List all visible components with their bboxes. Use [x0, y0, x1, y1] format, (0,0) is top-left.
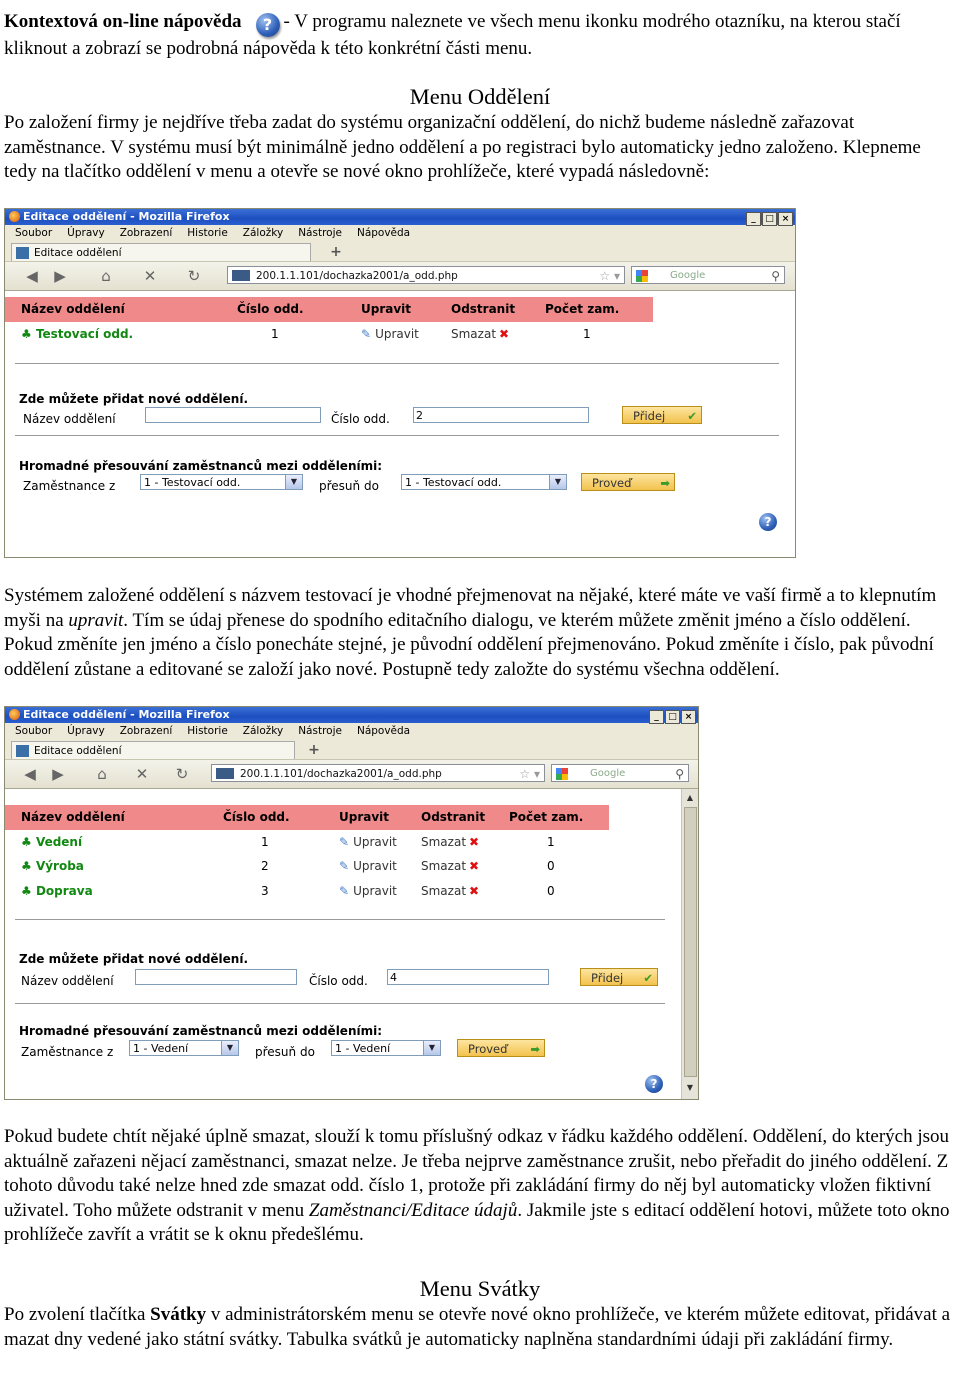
window-title: Editace oddělení - Mozilla Firefox — [23, 708, 230, 721]
name-label: Název oddělení — [23, 412, 116, 426]
edit-link[interactable]: Upravit — [353, 834, 397, 849]
to-select-value: 1 - Vedení — [335, 1042, 391, 1055]
edit-link[interactable]: Upravit — [353, 859, 397, 873]
dropdown-arrow-icon[interactable]: ▼ — [423, 1041, 440, 1055]
maximize-button[interactable]: □ — [665, 710, 680, 724]
from-select-value: 1 - Vedení — [133, 1042, 189, 1055]
reload-icon[interactable]: ↻ — [187, 267, 201, 285]
back-icon[interactable]: ◀ — [26, 267, 38, 285]
menu-item[interactable]: Záložky — [242, 227, 284, 239]
intro-text: - V programu naleznete ve všech menu ikonku modrého otazníku, na kterou stačí kliknout a zobrazí se podrobná nápověda k této konkrétní části menu. — [4, 11, 901, 59]
search-box[interactable] — [631, 266, 785, 284]
reload-icon[interactable]: ↻ — [175, 765, 189, 783]
browser-menubar — [5, 225, 795, 241]
department-number-input[interactable]: 2 — [413, 407, 589, 423]
menu-item[interactable]: Nápověda — [356, 227, 411, 239]
edit-emphasis: upravit — [68, 609, 124, 631]
table-row — [5, 830, 609, 855]
delete-icon[interactable]: ✖ — [469, 834, 480, 849]
forward-icon[interactable]: ▶ — [54, 267, 66, 285]
minimize-button[interactable]: _ — [746, 212, 761, 226]
menu-item[interactable]: Historie — [187, 725, 228, 737]
departments-table — [5, 297, 653, 346]
employee-count: 0 — [547, 883, 555, 898]
department-name: ♣ Výroba — [21, 859, 84, 873]
search-icon[interactable]: ⚲ — [771, 269, 780, 283]
arrow-right-icon: ➡ — [660, 476, 670, 490]
search-placeholder: Google — [590, 768, 626, 779]
help-icon[interactable]: ? — [256, 13, 280, 37]
from-label: Zaměstnance z — [21, 1045, 114, 1059]
execute-button[interactable] — [457, 1039, 545, 1057]
firefox-icon — [9, 211, 20, 222]
delete-link[interactable]: Smazat — [421, 883, 467, 898]
tab-edit-departments[interactable] — [11, 243, 311, 261]
col-header: Odstranit — [435, 297, 529, 322]
add-section-title: Zde můžete přidat nové oddělení. — [19, 952, 249, 966]
department-name: ♣ Vedení — [21, 834, 83, 849]
intro-title: Kontextová on-line nápověda — [4, 11, 242, 32]
divider — [15, 1003, 665, 1004]
execute-button-label: Proveď — [468, 1042, 508, 1056]
page-content — [5, 291, 795, 557]
employee-count: 1 — [547, 834, 555, 849]
delete-icon[interactable]: ✖ — [499, 326, 510, 341]
scroll-down-icon[interactable]: ▼ — [686, 1083, 694, 1092]
checkmark-icon: ✔ — [687, 409, 697, 423]
menu-item[interactable]: Historie — [187, 227, 228, 239]
rename-instructions: Systémem založené oddělení s názvem testovací je vhodné přejmenovat na nějaké, které máte ve vaší firmě a to klepnutím myši na upravit. Tím se údaj přenese do spodního editačního dialogu, ve kterém můžete změnit jméno a číslo oddělení. Pokud změníte jen jméno a číslo ponecháte stejné, je původní oddělení přejmenováno. Pokud změníte i číslo, pak původní oddělení zůstane a editované se založí jako nové. Postupně tedy založte do systému všechna oddělení. — [4, 585, 937, 680]
from-select-value: 1 - Testovací odd. — [144, 476, 241, 489]
edit-icon: ✎ — [339, 859, 350, 873]
departments-table — [5, 805, 609, 903]
add-button[interactable] — [622, 406, 702, 424]
tab-label: Editace oddělení — [34, 745, 122, 757]
delete-link[interactable]: Smazat — [451, 326, 497, 341]
bookmark-star-icon[interactable]: ☆ ▾ — [519, 767, 540, 781]
minimize-button[interactable]: _ — [649, 710, 664, 724]
window-title: Editace oddělení - Mozilla Firefox — [23, 210, 230, 223]
execute-button[interactable] — [581, 473, 675, 491]
close-button[interactable]: × — [681, 710, 696, 724]
search-box[interactable] — [551, 764, 689, 782]
tab-edit-departments[interactable] — [11, 741, 295, 759]
to-label: přesuň do — [319, 479, 379, 493]
help-icon[interactable]: ? — [645, 1075, 663, 1093]
department-number-input[interactable]: 4 — [387, 969, 549, 985]
navigation-toolbar — [5, 759, 698, 789]
from-department-select[interactable] — [140, 474, 303, 490]
col-header: Číslo odd. — [207, 805, 323, 830]
section-heading-holidays: Menu Svátky — [419, 1276, 541, 1301]
window-controls — [648, 708, 696, 724]
url-text: 200.1.1.101/dochazka2001/a_odd.php — [256, 270, 458, 282]
menu-item[interactable]: Zobrazení — [119, 227, 173, 239]
dropdown-arrow-icon[interactable]: ▼ — [549, 475, 566, 489]
menu-item[interactable]: Nápověda — [356, 725, 411, 737]
menu-path-emphasis: Zaměstnanci/Editace údajů — [308, 1199, 518, 1221]
menu-item[interactable]: Nástroje — [298, 725, 342, 737]
to-department-select[interactable] — [331, 1040, 441, 1056]
scroll-up-icon[interactable]: ▲ — [686, 793, 694, 802]
close-button[interactable]: × — [778, 212, 793, 226]
move-section-title: Hromadné přesouvání zaměstnanců mezi odděleními: — [19, 1024, 383, 1038]
back-icon[interactable]: ◀ — [24, 765, 36, 783]
menu-item[interactable]: Úpravy — [67, 725, 105, 737]
departments-intro: Po založení firmy je nejdříve třeba zadat do systému organizační oddělení, do nichž budeme následně zařazovat zaměstnance. V systému musí být minimálně jedno oddělení a po registraci bylo automaticky jedno založeno. Klepneme tedy na tlačítko oddělení v menu a otevře se nové okno prohlížeče, které vypadá následovně: — [4, 112, 921, 182]
menu-item[interactable]: Soubor — [15, 227, 53, 239]
to-department-select[interactable] — [401, 474, 567, 490]
delete-icon[interactable]: ✖ — [469, 859, 480, 873]
edit-icon: ✎ — [339, 834, 350, 849]
edit-link[interactable]: Upravit — [353, 883, 397, 898]
edit-icon: ✎ — [339, 883, 350, 898]
stop-icon[interactable]: ✕ — [135, 765, 149, 783]
intro-paragraph — [4, 10, 956, 62]
col-header: Upravit — [323, 805, 405, 830]
department-name-input[interactable] — [135, 969, 297, 985]
col-header: Počet zam. — [529, 297, 653, 322]
menu-item[interactable]: Zobrazení — [119, 725, 173, 737]
section-heading-departments: Menu Oddělení — [409, 84, 551, 109]
add-section-title: Zde můžete přidat nové oddělení. — [19, 392, 249, 406]
divider — [15, 363, 779, 364]
department-number: 3 — [261, 883, 269, 898]
browser-window-1 — [4, 208, 796, 558]
department-number: 2 — [261, 859, 269, 873]
scrollbar-thumb[interactable] — [684, 807, 697, 1077]
new-tab-button[interactable]: + — [308, 742, 320, 758]
col-header: Číslo odd. — [221, 297, 345, 322]
url-text: 200.1.1.101/dochazka2001/a_odd.php — [240, 768, 442, 780]
delete-instructions: Pokud budete chtít nějaké úplně smazat, slouží k tomu příslušný odkaz v řádku každého oddělení. Oddělení, do kterých jsou aktuálně zařazeni nějací zaměstnanci, smazat nelze. Je třeba nejprve zaměstnance zrušit, nebo přeřadit do jiného oddělení. Z tohoto důvodu také nelze hned zde smazat odd. číslo 1, protože při zakládání firmy do něj byl automaticky vložen fiktivní uživatel. Toho můžete odstranit v menu Zaměstnanci/Editace údajů. Jakmile jste s editací oddělení hotovi, můžete toto okno prohlížeče zavřít a vrátit se k oknu předešlému. — [4, 1126, 950, 1245]
from-label: Zaměstnance z — [23, 479, 116, 493]
home-icon[interactable]: ⌂ — [101, 267, 111, 285]
holidays-paragraph: Po zvolení tlačítka Svátky v administrátorském menu se otevře nové okno prohlížeče, ve kterém můžete editovat, přidávat a mazat dny vedené jako státní svátky. Tabulka svátků je automaticky naplněna standardními údaji při zakládání firmy. — [4, 1304, 951, 1350]
dropdown-arrow-icon[interactable]: ▼ — [221, 1041, 238, 1055]
page-content — [5, 789, 698, 1099]
menu-item[interactable]: Soubor — [15, 725, 53, 737]
navigation-toolbar — [5, 261, 795, 291]
browser-window-2 — [4, 706, 699, 1100]
name-label: Název oddělení — [21, 974, 114, 988]
home-icon[interactable]: ⌂ — [97, 765, 107, 783]
col-header: Název oddělení — [5, 805, 207, 830]
department-number: 1 — [271, 326, 279, 341]
add-button-label: Přidej — [633, 409, 666, 423]
new-tab-button[interactable]: + — [330, 244, 342, 260]
divider — [15, 919, 665, 920]
edit-link[interactable]: Upravit — [375, 326, 419, 341]
browser-menubar — [5, 723, 698, 739]
table-header-row — [5, 297, 653, 322]
add-button-label: Přidej — [591, 971, 624, 985]
department-name: ♣ Doprava — [21, 883, 93, 898]
table-row — [5, 322, 653, 347]
url-bar[interactable] — [211, 764, 545, 782]
menu-item[interactable]: Úpravy — [67, 227, 105, 239]
table-row — [5, 879, 609, 904]
holidays-button-name: Svátky — [150, 1304, 207, 1325]
bookmark-star-icon[interactable]: ☆ ▾ — [599, 269, 620, 283]
delete-link[interactable]: Smazat — [421, 834, 467, 849]
employee-count: 1 — [583, 326, 591, 341]
department-name-input[interactable] — [145, 407, 321, 423]
dropdown-arrow-icon[interactable]: ▼ — [285, 475, 302, 489]
search-icon[interactable]: ⚲ — [675, 767, 684, 781]
tab-bar — [5, 739, 698, 759]
col-header: Odstranit — [405, 805, 493, 830]
number-label: Číslo odd. — [331, 412, 390, 426]
delete-link[interactable]: Smazat — [421, 859, 467, 873]
to-select-value: 1 - Testovací odd. — [405, 476, 502, 489]
department-number: 1 — [261, 834, 269, 849]
execute-button-label: Proveď — [592, 476, 632, 490]
help-icon[interactable]: ? — [759, 513, 777, 531]
delete-icon[interactable]: ✖ — [469, 883, 480, 898]
divider — [15, 435, 779, 436]
vertical-scrollbar[interactable] — [681, 789, 698, 1099]
maximize-button[interactable]: □ — [762, 212, 777, 226]
url-bar[interactable] — [227, 266, 625, 284]
number-label: Číslo odd. — [309, 974, 368, 988]
tab-label: Editace oddělení — [34, 247, 122, 259]
table-row — [5, 854, 609, 879]
to-label: přesuň do — [255, 1045, 315, 1059]
window-titlebar — [5, 707, 698, 723]
move-section-title: Hromadné přesouvání zaměstnanců mezi odděleními: — [19, 459, 383, 473]
arrow-right-icon: ➡ — [530, 1042, 540, 1056]
menu-item[interactable]: Nástroje — [298, 227, 342, 239]
table-header-row — [5, 805, 609, 830]
page-icon — [16, 745, 29, 757]
employee-count: 0 — [547, 859, 555, 873]
add-button[interactable] — [580, 968, 658, 986]
google-icon — [636, 270, 648, 282]
window-controls — [745, 210, 793, 226]
department-name: ♣ Testovací odd. — [21, 326, 134, 341]
site-icon — [232, 270, 250, 281]
site-icon — [216, 768, 234, 779]
window-titlebar — [5, 209, 795, 225]
tab-bar — [5, 241, 795, 261]
menu-item[interactable]: Záložky — [242, 725, 284, 737]
checkmark-icon: ✔ — [643, 971, 653, 985]
col-header: Upravit — [345, 297, 435, 322]
from-department-select[interactable] — [129, 1040, 239, 1056]
search-placeholder: Google — [670, 270, 706, 281]
forward-icon[interactable]: ▶ — [52, 765, 64, 783]
firefox-icon — [9, 709, 20, 720]
col-header: Název oddělení — [5, 297, 221, 322]
col-header: Počet zam. — [493, 805, 609, 830]
page-icon — [16, 247, 29, 259]
edit-icon: ✎ — [361, 326, 372, 341]
stop-icon[interactable]: ✕ — [143, 267, 157, 285]
google-icon — [556, 768, 568, 780]
